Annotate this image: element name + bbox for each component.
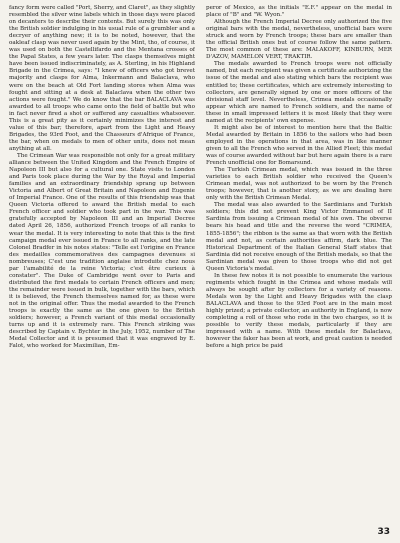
left-column <box>9 5 195 525</box>
left-paragraph-1: fancy form were called "Port, Sherry, and Claret", as they slightly resembled the silver wine labels which in those days were placed on decanters to describe their contents. But surely this was only the British soldier indulging in his usual rule of a grumbler and a decryer of anything new; it is to be noted, however, that the oakleaf clasp was never used again by the Mint, tho, of course, it was used on both the Castellifardo and the Mentana crosses of the Papal States, a few years later. The clasps themselves might have been issued indiscriminately, as A. Sterling, in his Highland Brigade in the Crimea, says: "I knew of officers who got brevet majority and clasps for Alma, Inkermann and Balaclava, who were on the beach at Old Fort landing stores when Alma was fought and sitting at a desk at Balaclava when the other two actions were fought." We do know that the bar BALACLAVA was awarded to all troops who came onto the field of battle but who in fact never fired a shot or suffered any casualties whatsoever. This is a great pity as it certainly minimizes the interest and value of this bar; therefore, apart from the Light and Heavy Brigades, the 93rd Foot, and the Chasseurs d'Afrique of France, the bar, when on medals to men of other units, does not mean anything at all. <box>9 5 195 152</box>
page-number: 33 <box>377 527 390 537</box>
right-column <box>206 5 392 525</box>
right-paragraph-3: The medals awarded to French troops were not officially named, but each recipient was given a certificate authorizing the issue of the medal and also stating which bars the recipient was entitled to; these certificates, which are extremely interesting to collectors, are generally signed by one or more officers of the divisional staff level. Nevertheless, Crimea medals occasionally appear which are named to French soldiers, and the name of these in small impressed letters it is most likely that they were named at the recipients' own expense. <box>206 61 392 124</box>
text-columns <box>9 5 392 525</box>
right-paragraph-1: peror of Mexico, as the initials "E.F." appear on the medal in place of "B" and "W. Wyon." <box>206 5 392 19</box>
left-paragraph-2: The Crimean War was responsible not only for a great military alliance between the United Kingdom and the French Empire of Napoleon III but also for a cultural one. State visits to London and Paris took place during the War by the Royal and Imperial families and an extraordinary friendship sprang up between Victoria and Albert of Great Britain and Napoleon and Eugenie of Imperial France. One of the results of this friendship was that Queen Victoria offered to award the British medal to each French officer and soldier who took part in the war. This was gratefully accepted by Napoleon III and an Imperial Decree dated April 26, 1856, authorized French troops of all ranks to wear the medal. It is very interesting to note that this is the first campaign medal ever issued in France to all ranks, and the late Colonel Bradfer in his notes states: "Telle est l'origine en France des medailles commemoratives des campagnes devenues si nombreuses; C'est une tradition anglaise introduite chez nous par l'amabilité de la reine Victoria; c'est être curieux à constater". The Duke of Cambridge went over to Paris and distributed the first medals to certain French officers and men; the remainder were issued in bulk, together with the bars, which it is believed, the French themselves named for, as these were not in the original offer. Thus the medal awarded to the French troops is exactly the same as the one given to the British soldiers; however, a French variant of this medal occasionally turns up and it is extremely rare. This French striking was described by Captain v. Bychter in the July, 1952, number of The Medal Collector and it is presumed that it was engraved by E. Falot, who worked for Maximilian, Em- <box>9 152 195 350</box>
right-paragraph-2: Although the French Imperial Decree only authorized the five original bars with the medal, nevertheless, unofficial bars were struck and worn by French troops; these bars are smaller than the official British ones but of course follow the same pattern. The most common of these are: MALAKOFF, KINBURN, MER D'AZOV, MAMELON VERT, TRAKTIR. <box>206 19 392 61</box>
right-paragraph-6: The medal was also awarded to the Sardinians and Turkish soldiers; this did not prevent King Victor Emmanuel of II Sardinia from issuing a Crimean medal of his own. The obverse bears his head and title and the reverse the word "CRIMEA, 1855-1856"; the ribbon is the same as that worn with the British medal and not, as certain authorities affirm, dark blue. The Historical Department of the Italian General Staff states that Sardinia did not receive enough of the British medals, so that the Sardinian medal was given to those troops who did not get Queen Victoria's medal. <box>206 202 392 272</box>
right-paragraph-4: It might also be of interest to mention here that the Baltic Medal awarded by Britain in 1856 to the sailors who had been employed in the operations in that area, was in like manner given to all the French who served in the Allied Fleet; this medal was of course awarded without bar but here again there is a rare French unofficial one for Bomarsund. <box>206 124 392 167</box>
right-paragraph-7: In these few notes it is not possible to enumerate the various regiments which fought in the Crimea and whose medals will always be sought after by collectors for a variety of reasons. Medals won by the Light and Heavy Brigades with the clasp BALACLAVA and those to the 93rd Foot are in the main most highly prized; a private collector, an authority in England, is now completing a roll of those who rode in the two charges, so it is possible to verify these medals, particularly if they are impressed with a name. With these medals for Balaclava, however the faker has been at work, and great caution is needed before a high price be paid <box>206 272 392 350</box>
right-paragraph-5: The Turkish Crimean medal, which was issued in the three varieties to each British soldier who received the Queen's Crimean medal, was not authorized to be worn by the French troops; however, that is another story, as we are dealing here only with the British Crimean Medal. <box>206 167 392 202</box>
